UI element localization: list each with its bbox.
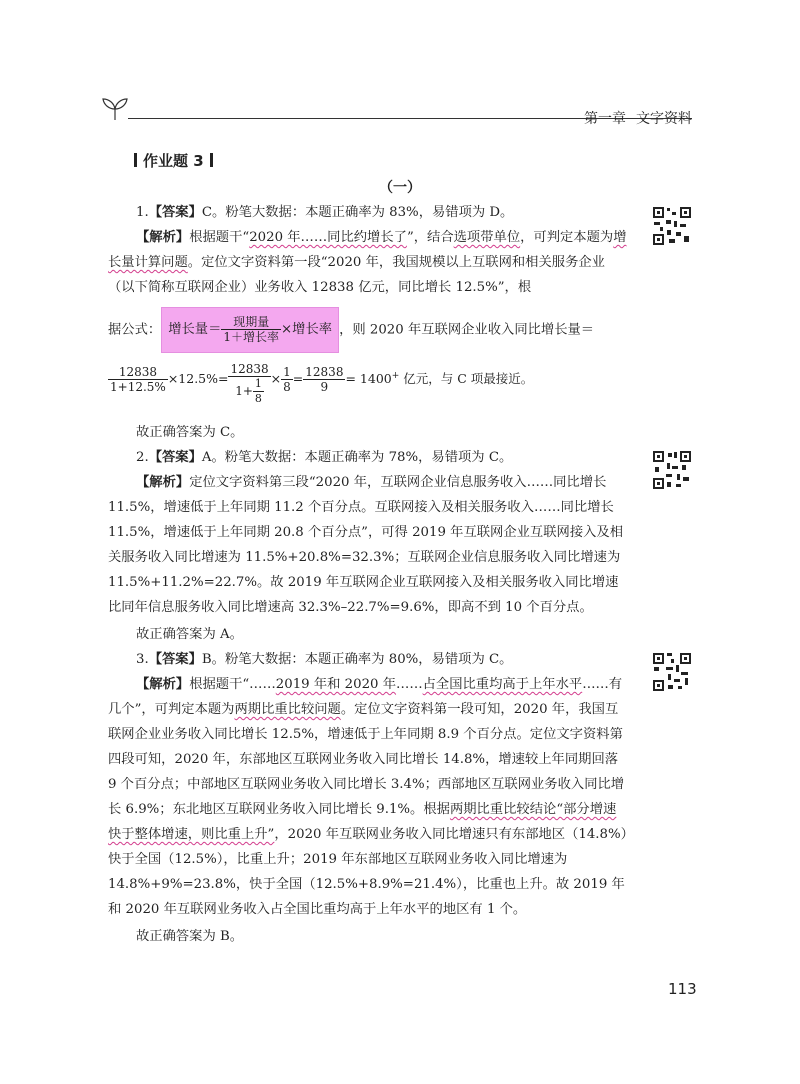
title-bar-left xyxy=(134,153,137,167)
q1-formula-line: 据公式： 增长量＝ $\frac{\text{现期量}}{\text{1＋增长率}}$ ×增长率 ，则 2020 年互联网企业收入同比增长量＝ xyxy=(108,307,628,353)
q1-explanation: 【解析】根据题干“2020 年……同比约增长了”，结合选项带单位，可判定本题为增长量计算问题。定位文字资料第一段“2020 年，我国规模以上互联网和相关服务企业（以下简称互联网企业）业务收入 12838 亿元，同比增长 12.5%”，根 xyxy=(108,230,627,295)
sprout-icon xyxy=(100,96,130,122)
q3-explanation: 【解析】根据题干“……2019 年和 2020 年……占全国比重均高于上年水平……有几个”，可判定本题为两期比重比较问题。定位文字资料第一段可知，2020 年，我国互联网企业业务收入同比增长 12.5%，增速低于上年同期 8.9 个百分点。定位文字资料第四段可知，2020 年，东部地区互联网业务收入同比增长 14.8%，增速较上年同期回落 9 个百分点；中部地区互联网业务收入同比增长 3.4%；西部地区互联网业务收入同比增长 6.9%；东北地区互联网业务收入同比增长 9.1%。根据两期比重比较结论“部分增速快于整体增速，则比重上升”，2020 年互联网业务收入同比增速只有东部地区（14.8%）快于全国（12.5%），比重上升；2019 年东部地区互联网业务收入同比增速为 14.8%+9%=23.8%，快于全国（12.5%+8.9%=21.4%），比重也上升。故 2019 年和 2020 年互联网业务收入占全国比重均高于上年水平的地区有 1 个。 xyxy=(108,677,628,917)
qr-code-icon xyxy=(652,652,692,692)
homework-title: 作业题 3 xyxy=(128,150,219,171)
qr-code-icon xyxy=(652,206,692,246)
q2-explanation: 【解析】定位文字资料第三段“2020 年，互联网企业信息服务收入……同比增长 11.5%，增速低于上年同期 11.2 个百分点。互联网接入及相关服务收入……同比增长 11.5%，增速低于上年同期 20.8 个百分点”，可得 2019 年互联网企业互联网接入及相关服务收入同比增速为 11.5%+20.8%=32.3%；互联网企业信息服务收入同比增速为 11.5%+11.2%=22.7%。故 2019 年互联网企业互联网接入及相关服务收入同比增速比同年信息服务收入同比增速高 32.3%–22.7%=9.6%，即高不到 10 个百分点。 xyxy=(108,475,623,615)
q3-final: 故正确答案为 B。 xyxy=(136,929,244,944)
q1-final: 故正确答案为 C。 xyxy=(136,425,244,440)
title-bar-right xyxy=(210,153,213,167)
page-number: 113 xyxy=(668,980,697,998)
chapter-number: 第一章 xyxy=(584,111,626,127)
q3-answer: 3.【答案】B。粉笔大数据：本题正确率为 80%，易错项为 C。 xyxy=(136,652,513,667)
q2-final: 故正确答案为 A。 xyxy=(136,627,243,642)
qr-code-icon xyxy=(652,450,692,490)
section-heading: （一） xyxy=(379,180,421,196)
chapter-header xyxy=(574,108,692,128)
q1-calculation: $\frac{12838}{1+12.5\%}$ ×12.5%= 12838 1+ $\frac{1}{8}$ × $\frac{1}{8}$ = $\frac{12838}{9}$ = 1400+ 亿元，与 C 项最接近。 xyxy=(110,362,534,405)
chapter-title: 文字资料 xyxy=(636,111,692,127)
q1-answer: 1.【答案】C。粉笔大数据：本题正确率为 83%，易错项为 D。 xyxy=(136,205,514,220)
q2-answer: 2.【答案】A。粉笔大数据：本题正确率为 78%，易错项为 C。 xyxy=(136,450,513,465)
formula-highlight: 增长量＝ $\frac{\text{现期量}}{\text{1＋增长率}}$ ×增长率 xyxy=(161,307,339,353)
